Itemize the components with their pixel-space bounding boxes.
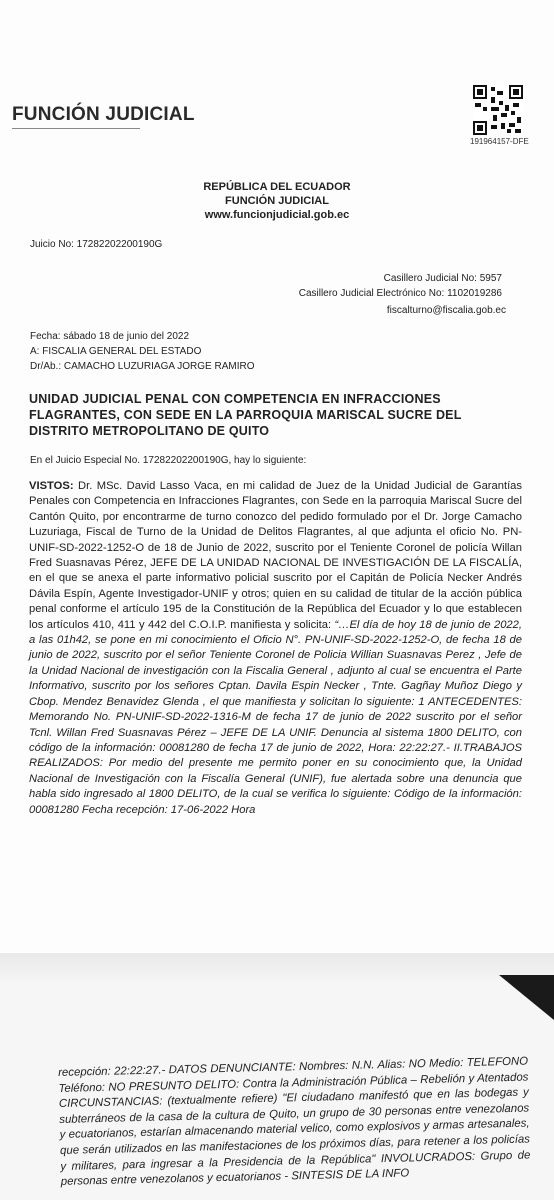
court-title-line: FLAGRANTES, CON SEDE EN LA PARROQUIA MARISCAL SUCRE DEL xyxy=(29,408,462,422)
republic-heading: REPÚBLICA DEL ECUADOR xyxy=(203,181,351,193)
notification-date: Fecha: sábado 18 de junio del 2022 xyxy=(30,331,190,342)
vistos-label: VISTOS: xyxy=(29,480,74,492)
brand-logo-text: FUNCIÓN JUDICIAL xyxy=(12,104,195,125)
juicio-number: Juicio No: 17282202200190G xyxy=(30,239,163,250)
court-title-line: UNIDAD JUDICIAL PENAL CON COMPETENCIA EN INFRACCIONES xyxy=(29,392,441,406)
vistos-paragraph xyxy=(29,479,522,818)
vistos-text: Dr. MSc. David Lasso Vaca, en mi calidad de Juez de la Unidad Judicial de Garantías Penales con Competencia en Infracciones Flagrantes, con Sede en la parroquia Mariscal Sucre del Cantón Quito, por encontrarme de turno conozco del pedido formulado por el Dr. Jorge Camacho Luzuriaga, Fiscal de Turno de la Unidad de Delitos Flagrantes, al que adjunta el oficio No. PN-UNIF-SD-2022-1252-O de 18 de Junio de 2022, suscrito por el Teniente Coronel de policía Willan Fred Suasnavas Pérez, JEFE DE LA UNIDAD NACIONAL DE INVESTIGACIÓN DE LA FISCALÍA, en el que se anexa el parte informativo policial suscrito por el Capitán de Policía Necker Andrés Dávila Espín, Agente Investigador-UNIF y otros; quien en su calidad de titular de la acción pública penal conforme el artículo 195 de la Constitución de la República del Ecuador y lo que establecen los artículos 410, 411 y 442 del C.O.I.P. manifiesta y solicita: xyxy=(29,480,522,631)
page-gap xyxy=(0,953,554,981)
email-address[interactable]: fiscalturno@fiscalia.gob.ec xyxy=(386,305,506,316)
notification-recipient: A: FISCALIA GENERAL DEL ESTADO xyxy=(30,346,202,357)
page-2-paragraph: recepción: 22:22:27.- DATOS DENUNCIANTE: Nombres: N.N. Alias: NO Medio: TELEFONO Teléfono: NO PRESUNTO DELITO: Contra la Administración Pública – Rebelión y Atentados CIRCUNSTANCIAS: (textualmente refiere) "El ciudadano manifestó que en las bodegas y subterráneos de la casa de la cultura de Quito, un grupo de 30 personas entre venezolanos y ecuatorianos, estarían almacenando material velico, como explosivos y armas artesanales, que serán utilizados en las manifestaciones de los próximos días, para retener a los policías y militares, para ingresar a la Presidencia de la República" INVOLUCRADOS: Grupo de personas entre venezolanos y ecuatorianos - SINTESIS DE LA INFO xyxy=(58,1055,531,1189)
website-link[interactable]: www.funcionjudicial.gob.ec xyxy=(204,209,350,221)
intro-line: En el Juicio Especial No. 17282202200190G, hay lo siguiente: xyxy=(30,455,307,466)
page-corner-shadow xyxy=(499,975,554,1020)
casillero-electronico: Casillero Judicial Electrónico No: 1102019286 xyxy=(298,288,502,299)
casillero-judicial: Casillero Judicial No: 5957 xyxy=(383,273,502,284)
function-heading: FUNCIÓN JUDICIAL xyxy=(225,195,329,207)
qr-code-number: 191964157-DFE xyxy=(470,137,529,146)
court-title-line: DISTRITO METROPOLITANO DE QUITO xyxy=(29,424,270,438)
qr-code-icon xyxy=(473,85,523,135)
court-title xyxy=(29,391,529,439)
brand-underline xyxy=(12,128,140,129)
notification-attention: Dr/Ab.: CAMACHO LUZURIAGA JORGE RAMIRO xyxy=(30,361,255,372)
quoted-report: “…El día de hoy 18 de junio de 2022, a las 01h42, se pone en mi conocimiento el Oficio N°. PN-UNIF-SD-2022-1252-O, de fecha 18 de junio de 2022, suscrito por el señor Teniente Coronel de Policia Willian Suasnavas Perez , Jefe de la Unidad Nacional de investigación con la Fiscalia General , adjunto al cual se encuentra el Parte Informativo, suscrito por los señores Cptan. Davila Espin Necker , Tnte. Gagñay Muñoz Diego y Cbop. Mendez Benavidez Glenda , el que manifiesta y solicitan lo siguiente: 1 ANTECEDENTES: Memorando No. PN-UNIF-SD-2022-1316-M de fecha 17 de junio de 2022 suscrito por el señor Tcnl. Willan Fred Suasnavas Pérez – JEFE DE LA UNIF. Denuncia al sistema 1800 DELITO, con código de la información: 00081280 de fecha 17 de junio de 2022, Hora: 22:22:27.- II.TRABAJOS REALIZADOS: Por medio del presente me permito poner en su conocimiento que, la Unidad Nacional de Investigación con la Fiscalía General (UNIF), fue alertada sobre una denuncia que habla sido ingresado al 1800 DELITO, de la cual se verifica lo siguiente: Código de la información: 00081280 Fecha recepción: 17-06-2022 Hora xyxy=(29,618,522,816)
